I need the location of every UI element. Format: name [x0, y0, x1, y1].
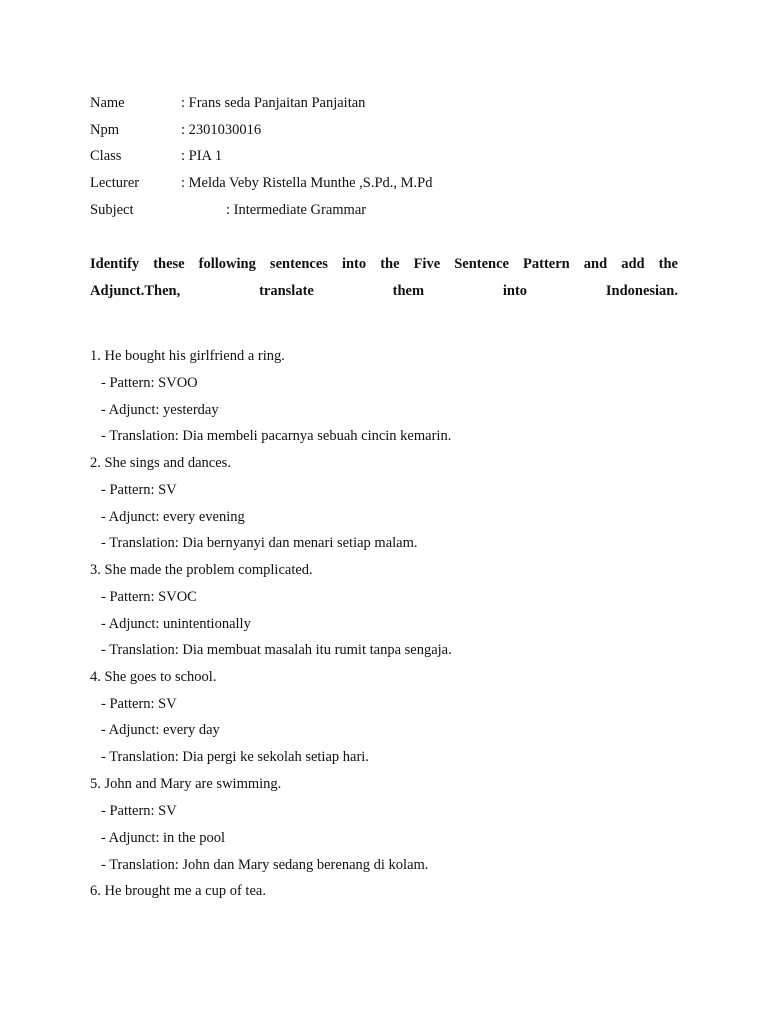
item-translation: - Translation: Dia membeli pacarnya sebuah cincin kemarin.: [101, 428, 452, 444]
item-translation: - Translation: Dia membuat masalah itu rumit tanpa sengaja.: [101, 642, 452, 658]
lecturer-label: Lecturer: [90, 175, 140, 191]
instruction-word: Pattern: [523, 256, 570, 272]
instruction-word: into: [341, 256, 367, 272]
instruction-word: sentences: [269, 256, 328, 272]
item-pattern: - Pattern: SV: [101, 803, 177, 819]
class-value: : PIA 1: [181, 148, 223, 164]
item-sentence: 3. She made the problem complicated.: [90, 562, 313, 578]
item-pattern: - Pattern: SVOC: [101, 589, 197, 605]
item-translation: - Translation: Dia bernyanyi dan menari setiap malam.: [101, 535, 418, 551]
instruction-word: the: [380, 256, 400, 272]
instruction-word: Identify: [90, 256, 140, 272]
item-sentence: 4. She goes to school.: [90, 669, 217, 685]
item-sentence: 5. John and Mary are swimming.: [90, 776, 282, 792]
item-translation: - Translation: Dia pergi ke sekolah setiap hari.: [101, 749, 369, 765]
subject-label: Subject: [90, 202, 134, 218]
item-translation: - Translation: John dan Mary sedang berenang di kolam.: [101, 857, 429, 873]
npm-value: : 2301030016: [181, 122, 262, 138]
name-label: Name: [90, 95, 125, 111]
item-sentence: 2. She sings and dances.: [90, 455, 231, 471]
instruction-line-1: [90, 255, 678, 273]
instruction-word: these: [153, 256, 185, 272]
instruction-word: Adjunct.Then,: [90, 283, 181, 299]
item-adjunct: - Adjunct: yesterday: [101, 402, 219, 418]
instruction-word: Indonesian.: [605, 283, 678, 299]
instruction-word: add: [621, 256, 645, 272]
class-label: Class: [90, 148, 122, 164]
name-value: : Frans seda Panjaitan Panjaitan: [181, 95, 366, 111]
item-pattern: - Pattern: SV: [101, 696, 177, 712]
instruction-word: and: [583, 256, 608, 272]
instruction-word: following: [198, 256, 256, 272]
item-pattern: - Pattern: SV: [101, 482, 177, 498]
instruction-word: into: [502, 283, 528, 299]
item-adjunct: - Adjunct: unintentionally: [101, 616, 251, 632]
item-adjunct: - Adjunct: in the pool: [101, 830, 226, 846]
instruction-word: Sentence: [454, 256, 509, 272]
instruction-word: the: [658, 256, 678, 272]
instruction-word: Five: [413, 256, 441, 272]
item-sentence: 6. He brought me a cup of tea.: [90, 883, 266, 899]
item-pattern: - Pattern: SVOO: [101, 375, 198, 391]
item-adjunct: - Adjunct: every evening: [101, 509, 245, 525]
instruction-word: them: [392, 283, 425, 299]
item-sentence: 1. He bought his girlfriend a ring.: [90, 348, 285, 364]
instruction-word: translate: [259, 283, 314, 299]
lecturer-value: : Melda Veby Ristella Munthe ,S.Pd., M.Pd: [181, 175, 433, 191]
subject-value: : Intermediate Grammar: [226, 202, 367, 218]
npm-label: Npm: [90, 122, 119, 138]
item-adjunct: - Adjunct: every day: [101, 722, 220, 738]
instruction-line-2: [90, 282, 678, 300]
